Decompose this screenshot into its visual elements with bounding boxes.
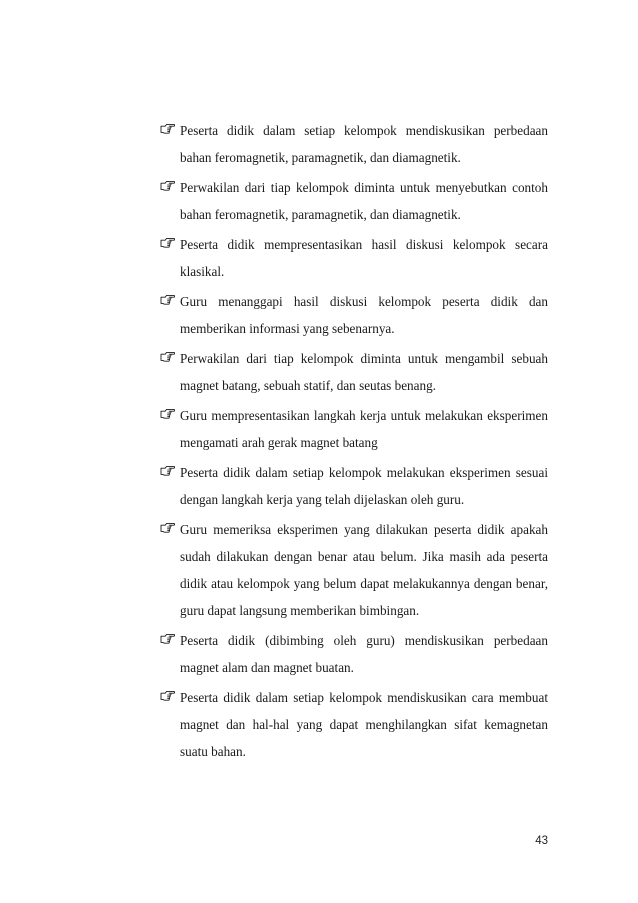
list-item-text: Guru memeriksa eksperimen yang dilakukan peserta didik apakah sudah dilakukan dengan benar atau belum. Jika masih ada peserta didik atau kelompok yang belum dapat melakukannya dengan benar, guru dapat langsung memberikan bimbingan. xyxy=(180,522,548,618)
list-item xyxy=(160,459,548,513)
list-item xyxy=(160,684,548,765)
list-item xyxy=(160,627,548,681)
list-item-text: Peserta didik dalam setiap kelompok melakukan eksperimen sesuai dengan langkah kerja yang telah dijelaskan oleh guru. xyxy=(180,465,548,507)
list-item xyxy=(160,117,548,171)
pointing-hand-icon xyxy=(160,293,175,308)
pointing-hand-icon xyxy=(160,689,175,704)
list-item-text: Guru menanggapi hasil diskusi kelompok peserta didik dan memberikan informasi yang sebenarnya. xyxy=(180,294,548,336)
pointing-hand-icon xyxy=(160,122,175,137)
page-number: 43 xyxy=(535,835,548,847)
pointing-hand-icon xyxy=(160,632,175,647)
pointing-hand-icon xyxy=(160,350,175,365)
list-item xyxy=(160,231,548,285)
list-item-text: Peserta didik dalam setiap kelompok mendiskusikan perbedaan bahan feromagnetik, paramagnetik, dan diamagnetik. xyxy=(180,123,548,165)
pointing-hand-icon xyxy=(160,521,175,536)
list-item xyxy=(160,402,548,456)
list-item xyxy=(160,516,548,624)
list-item-text: Guru mempresentasikan langkah kerja untuk melakukan eksperimen mengamati arah gerak magnet batang xyxy=(180,408,548,450)
pointing-hand-icon xyxy=(160,464,175,479)
pointing-hand-icon xyxy=(160,407,175,422)
list-item xyxy=(160,174,548,228)
list-item-text: Peserta didik mempresentasikan hasil diskusi kelompok secara klasikal. xyxy=(180,237,548,279)
list-item-text: Perwakilan dari tiap kelompok diminta untuk menyebutkan contoh bahan feromagnetik, paramagnetik, dan diamagnetik. xyxy=(180,180,548,222)
list-item xyxy=(160,288,548,342)
pointing-hand-icon xyxy=(160,179,175,194)
list-item-text: Peserta didik (dibimbing oleh guru) mendiskusikan perbedaan magnet alam dan magnet buatan. xyxy=(180,633,548,675)
list-item-text: Peserta didik dalam setiap kelompok mendiskusikan cara membuat magnet dan hal-hal yang dapat menghilangkan sifat kemagnetan suatu bahan. xyxy=(180,690,548,759)
activity-list xyxy=(160,117,548,768)
pointing-hand-icon xyxy=(160,236,175,251)
list-item-text: Perwakilan dari tiap kelompok diminta untuk mengambil sebuah magnet batang, sebuah statif, dan seutas benang. xyxy=(180,351,548,393)
list-item xyxy=(160,345,548,399)
